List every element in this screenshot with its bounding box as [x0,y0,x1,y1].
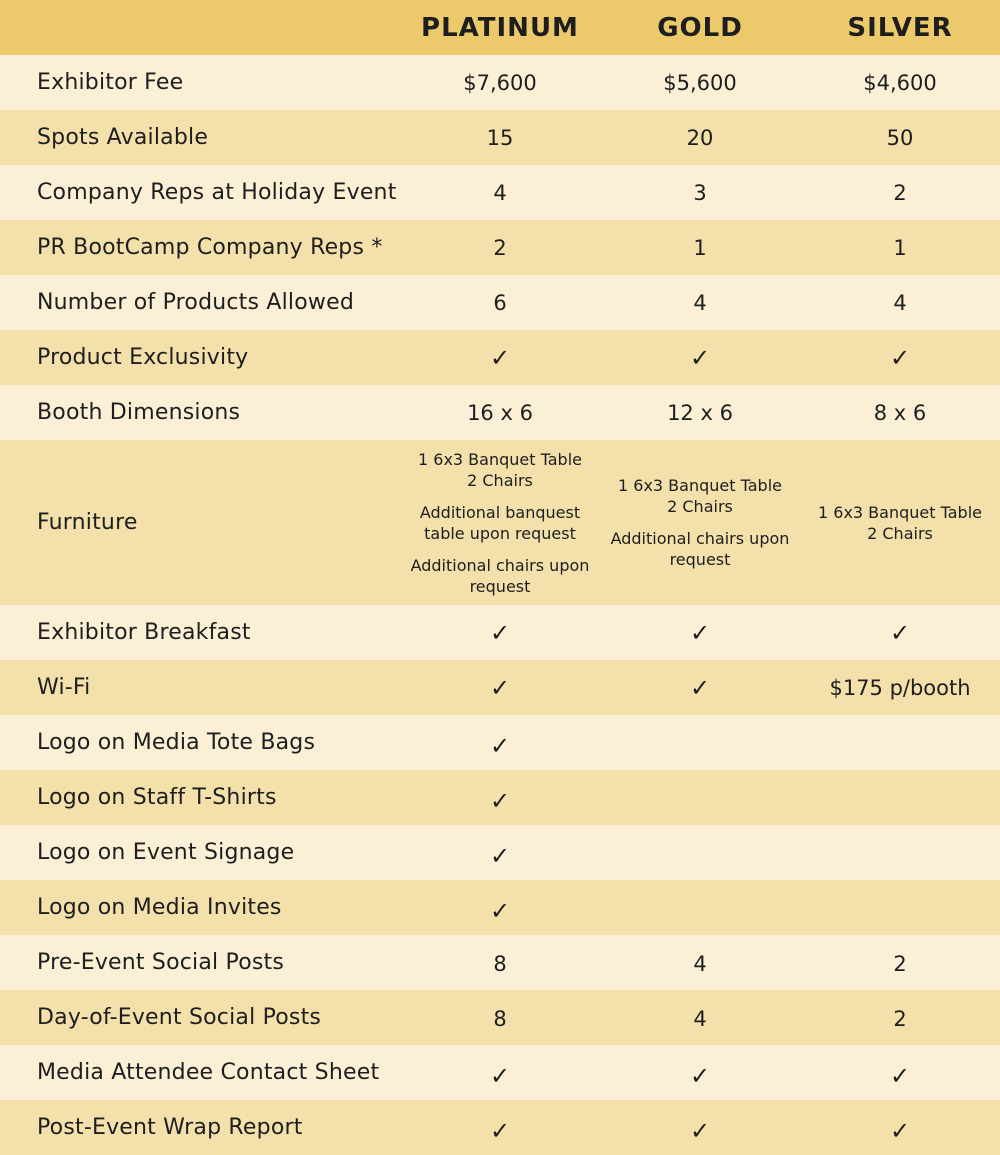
header-spacer [0,0,400,55]
table-row [0,715,1000,770]
table-row [0,935,1000,990]
gold-check-icon: ✓ [689,1117,711,1145]
gold-value: 4 [693,952,707,976]
gold-empty [600,770,800,825]
table-row [0,990,1000,1045]
furniture-line: Additional banquest table upon request [419,502,581,543]
platinum-tier-heading: PLATINUM [421,12,579,43]
silver-value: $4,600 [863,70,937,95]
furniture-line: 1 6x3 Banquet Table 2 Chairs [818,502,982,543]
furniture-line: Additional chairs upon request [610,529,790,569]
silver-value: 2 [893,1007,907,1031]
platinum-check-icon: ✓ [489,897,511,925]
gold-value: 1 [693,235,707,260]
platinum-check-icon: ✓ [489,1062,511,1090]
platinum-check-icon: ✓ [489,618,511,647]
table-row [0,1100,1000,1155]
table-row [0,330,1000,385]
platinum-value: $7,600 [463,70,537,95]
platinum-check-icon: ✓ [489,842,511,870]
gold-value: 3 [693,180,707,205]
silver-check-icon: ✓ [889,1062,911,1090]
gold-value: 20 [686,125,714,150]
furniture-row [0,440,1000,605]
table-row [0,55,1000,110]
row-label: PR BootCamp Company Reps * [37,235,383,260]
row-label: Logo on Media Invites [37,895,282,920]
table-row [0,1045,1000,1100]
platinum-check-icon: ✓ [489,787,511,815]
table-row [0,110,1000,165]
silver-value: 50 [886,125,914,150]
gold-check-icon: ✓ [689,673,711,702]
row-label: Wi-Fi [37,675,91,700]
gold-furniture [600,440,800,605]
row-label: Product Exclusivity [37,345,249,370]
row-label: Post-Event Wrap Report [37,1115,303,1140]
platinum-value: 8 [493,1007,507,1031]
row-label: Logo on Media Tote Bags [37,730,316,755]
furniture-line: 1 6x3 Banquet Table 2 Chairs [418,449,582,490]
silver-value: $175 p/booth [829,675,971,700]
row-label: Day-of-Event Social Posts [37,1005,322,1030]
gold-value: 4 [693,290,707,315]
silver-check-icon: ✓ [889,343,911,372]
platinum-check-icon: ✓ [489,673,511,702]
gold-value: 4 [693,1007,707,1031]
gold-value: 12 x 6 [667,400,733,425]
platinum-check-icon: ✓ [489,732,511,760]
silver-empty [800,715,1000,770]
furniture-line: 1 6x3 Banquet Table 2 Chairs [618,476,782,516]
table-row [0,275,1000,330]
furniture-line: Additional chairs upon request [410,555,590,596]
silver-value: 2 [893,952,907,976]
row-label: Logo on Staff T-Shirts [37,785,277,810]
silver-check-icon: ✓ [889,1117,911,1145]
table-row [0,385,1000,440]
table-row [0,605,1000,660]
gold-tier-heading: GOLD [657,12,743,43]
row-label: Exhibitor Fee [37,70,184,95]
table-row [0,165,1000,220]
gold-check-icon: ✓ [689,1062,711,1090]
row-label: Pre-Event Social Posts [37,950,285,975]
row-label: Spots Available [37,125,209,150]
silver-furniture [800,440,1000,605]
silver-empty [800,825,1000,880]
table-row [0,825,1000,880]
platinum-check-icon: ✓ [489,1117,511,1145]
gold-empty [600,825,800,880]
row-label: Booth Dimensions [37,400,241,425]
silver-check-icon: ✓ [889,618,911,647]
table-row [0,770,1000,825]
table-row [0,660,1000,715]
gold-check-icon: ✓ [689,618,711,647]
tier-header-row [0,0,1000,55]
platinum-furniture [400,440,600,605]
platinum-value: 16 x 6 [467,400,533,425]
row-label: Exhibitor Breakfast [37,620,251,645]
silver-value: 2 [893,180,907,205]
table-row [0,880,1000,935]
platinum-check-icon: ✓ [489,343,511,372]
silver-value: 8 x 6 [873,400,927,425]
row-label: Company Reps at Holiday Event [37,180,397,205]
platinum-value: 8 [493,952,507,976]
row-label: Logo on Event Signage [37,840,295,865]
gold-empty [600,880,800,935]
row-label: Furniture [37,510,138,535]
gold-check-icon: ✓ [689,343,711,372]
platinum-value: 2 [493,235,507,260]
silver-value: 4 [893,290,907,315]
row-label: Number of Products Allowed [37,290,354,315]
silver-empty [800,770,1000,825]
silver-tier-heading: SILVER [847,12,953,43]
silver-value: 1 [893,235,907,260]
platinum-value: 4 [493,180,507,205]
row-label: Media Attendee Contact Sheet [37,1060,380,1085]
table-row [0,220,1000,275]
platinum-value: 15 [486,125,514,150]
gold-value: $5,600 [663,70,737,95]
platinum-value: 6 [493,290,507,315]
silver-empty [800,880,1000,935]
gold-empty [600,715,800,770]
